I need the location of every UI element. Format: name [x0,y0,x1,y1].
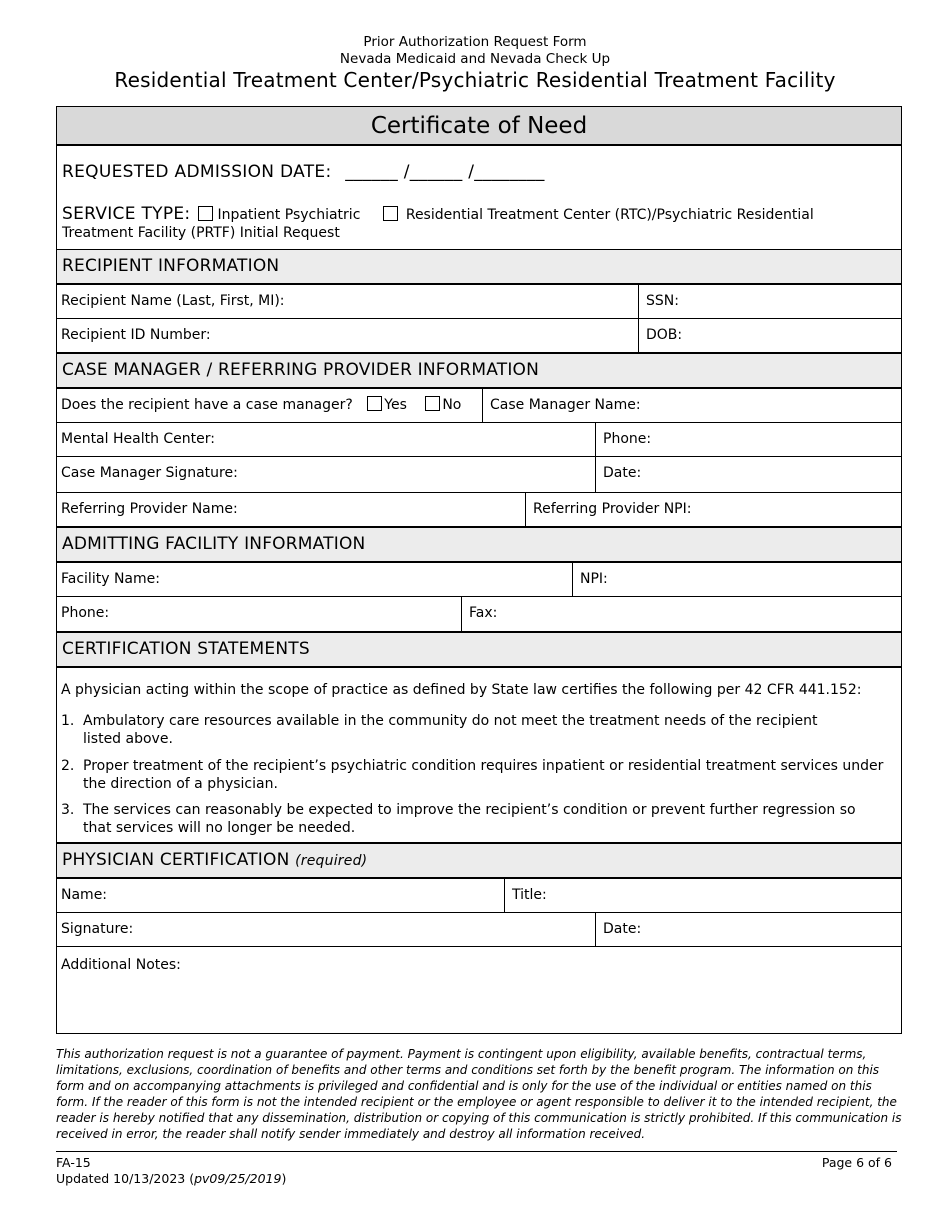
facility-name-field[interactable]: Facility Name: [61,571,160,587]
inpatient-psychiatric-label: Inpatient Psychiatric [217,207,361,223]
mental-health-center-field[interactable]: Mental Health Center: [61,431,215,447]
case-manager-question [57,389,482,422]
case-manager-question-row [56,389,902,423]
updated-date [56,1171,286,1187]
case-manager-signature-row [56,457,902,493]
recipient-id-row [56,319,902,353]
dob-field[interactable]: DOB: [638,319,901,352]
disclaimer-text: This authorization request is not a guarantee of payment. Payment is contingent upon eligibility, available benefits, contractual terms, limitations, exclusions, coordination of benefits and other terms and conditions set forth by the benefit program. The information on this form and on accompanying attachments is privileged and confidential and is only for the use of the individual or entities named on this form. If the reader of this form is not the intended recipient or the employee or agent responsible to deliver it to the intended recipient, the reader is hereby notified that any dissemination, distribution or copying of this communication is strictly prohibited. If this communication is received in error, the reader shall notify sender immediately and destroy all information received. [56,1047,902,1141]
case-manager-question-label: Does the recipient have a case manager? [61,397,353,413]
physician-title-field[interactable]: Title: [504,879,901,912]
inpatient-psychiatric-checkbox[interactable] [198,206,213,221]
certification-item [61,757,891,793]
form-id: FA-15 [56,1155,91,1170]
previous-version: pv09/25/2019 [194,1171,282,1186]
physician-signature-row [56,913,902,947]
certification-item-text: Proper treatment of the recipient’s psychiatric condition requires inpatient or residential treatment services under the direction of a physician. [83,758,884,792]
admission-date-field[interactable]: ______ /______ /________ [345,162,545,182]
facility-phone-row [56,597,902,632]
certificate-form [56,106,902,1034]
case-manager-yes-label: Yes [384,397,407,413]
additional-notes-field[interactable] [56,947,902,1034]
case-manager-no-label: No [442,397,462,413]
updated-prefix: Updated 10/13/2023 ( [56,1171,195,1186]
form-header-title: Residential Treatment Center/Psychiatric Residential Treatment Facility [114,68,836,92]
mental-health-center-row [56,423,902,457]
admission-date-label: REQUESTED ADMISSION DATE: [62,162,332,182]
facility-name-row [56,563,902,597]
additional-notes-label: Additional Notes: [61,957,181,973]
certification-intro: A physician acting within the scope of practice as defined by State law certifies the following per 42 CFR 441.152: [61,682,862,698]
required-note: (required) [295,853,368,869]
referring-provider-row [56,493,902,527]
facility-fax-field[interactable]: Fax: [461,597,901,631]
request-block [56,146,902,249]
case-manager-signature-field[interactable]: Case Manager Signature: [61,465,238,481]
physician-name-field[interactable]: Name: [61,887,108,903]
service-type-row [62,204,814,224]
facility-npi-field[interactable]: NPI: [572,563,901,596]
physician-section-title [56,843,902,879]
admission-date-row [62,162,545,182]
certification-item-number: 2. [61,758,75,774]
physician-name-row [56,879,902,913]
certification-item-text: Ambulatory care resources available in the community do not meet the treatment needs of the recipient listed above. [83,713,818,747]
facility-phone-field[interactable]: Phone: [61,605,110,621]
form-title: Certificate of Need [56,106,902,146]
ssn-field[interactable]: SSN: [638,285,901,318]
physician-date-field[interactable]: Date: [595,913,901,946]
case-manager-phone-field[interactable]: Phone: [595,423,901,456]
updated-suffix: ) [281,1171,287,1186]
certification-item-number: 1. [61,713,75,729]
recipient-name-row [56,285,902,319]
certification-item [61,712,891,748]
certification-statements [56,668,902,843]
recipient-name-field[interactable]: Recipient Name (Last, First, MI): [61,293,285,309]
rtc-prtf-label-cont: Treatment Facility (PRTF) Initial Request [62,225,340,241]
referring-provider-npi-field[interactable]: Referring Provider NPI: [525,493,901,526]
case-manager-date-field[interactable]: Date: [595,457,901,492]
recipient-id-field[interactable]: Recipient ID Number: [61,327,211,343]
rtc-prtf-label: Residential Treatment Center (RTC)/Psychiatric Residential [405,207,814,223]
page-number: Page 6 of 6 [821,1155,892,1170]
case-manager-no-checkbox[interactable] [425,396,440,411]
case-manager-section-title: CASE MANAGER / REFERRING PROVIDER INFORMATION [56,353,902,389]
footer-divider [56,1151,897,1152]
facility-section-title: ADMITTING FACILITY INFORMATION [56,527,902,563]
case-manager-yes-checkbox[interactable] [367,396,382,411]
physician-section-label: PHYSICIAN CERTIFICATION [62,850,290,870]
certification-item-number: 3. [61,802,75,818]
form-header-line1: Prior Authorization Request Form [363,34,587,50]
form-header-line2: Nevada Medicaid and Nevada Check Up [339,51,611,67]
case-manager-name-field[interactable]: Case Manager Name: [482,389,901,422]
referring-provider-name-field[interactable]: Referring Provider Name: [61,501,238,517]
service-type-label: SERVICE TYPE: [62,204,191,224]
certification-item-text: The services can reasonably be expected to improve the recipient’s condition or prevent further regression so that services will no longer be needed. [83,802,856,836]
recipient-section-title: RECIPIENT INFORMATION [56,249,902,285]
certification-item [61,801,891,837]
rtc-prtf-checkbox[interactable] [383,206,398,221]
footer-left [56,1155,286,1187]
physician-signature-field[interactable]: Signature: [61,921,134,937]
certification-section-title: CERTIFICATION STATEMENTS [56,632,902,668]
